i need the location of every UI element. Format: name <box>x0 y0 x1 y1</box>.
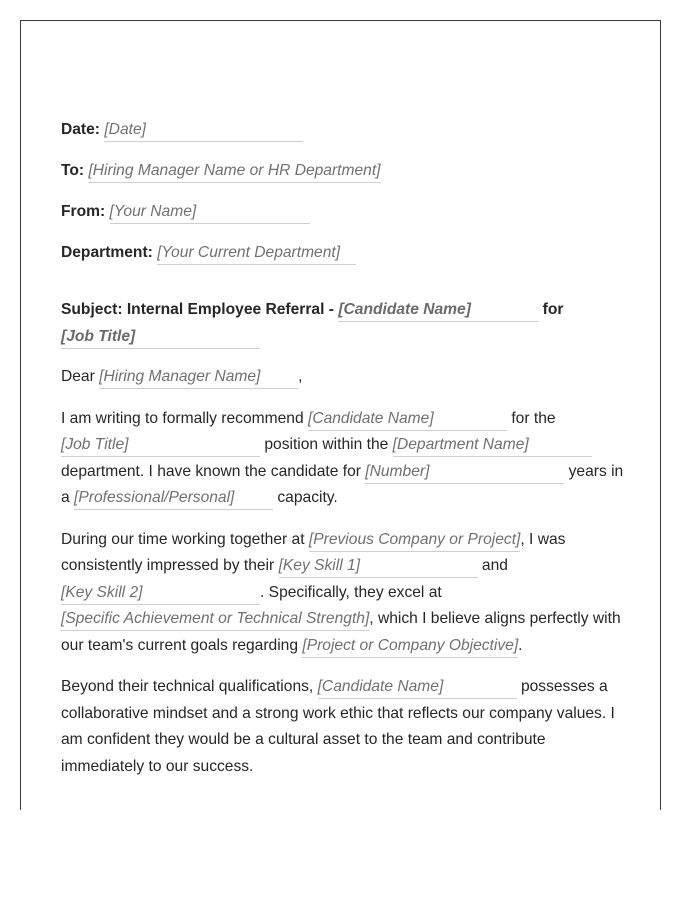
from-label: From: <box>61 203 106 220</box>
paragraph-recommendation <box>61 406 627 512</box>
greeting-comma: , <box>298 368 303 385</box>
subject-for: for <box>542 301 564 318</box>
current-department-field[interactable]: [Your Current Department] <box>157 242 356 265</box>
para2-text-1: During our time working together at <box>61 530 305 548</box>
previous-company-field[interactable]: [Previous Company or Project] <box>309 529 520 552</box>
para1-text-2: for the <box>511 409 556 427</box>
job-title-field[interactable]: [Job Title] <box>61 434 260 457</box>
para3-text-2: possesses a collaborative mindset and a strong work ethic that reflects our company values. I am confident they would be a cultural asset to the team and contribute immediately to our success. <box>61 678 615 775</box>
date-field[interactable]: [Date] <box>104 119 303 142</box>
para1-text-1: I am writing to formally recommend <box>61 409 304 427</box>
years-number-field[interactable]: [Number] <box>365 461 564 484</box>
date-label: Date: <box>61 121 100 138</box>
objective-field[interactable]: [Project or Company Objective] <box>302 635 518 658</box>
department-line <box>61 240 627 266</box>
to-line <box>61 158 627 184</box>
para2-text-4: . Specifically, they excel at <box>260 583 442 601</box>
department-name-field[interactable]: [Department Name] <box>393 434 592 457</box>
key-skill-1-field[interactable]: [Key Skill 1] <box>279 555 478 578</box>
para3-text-1: Beyond their technical qualifications, <box>61 678 314 695</box>
para1-text-5: years in a <box>61 462 624 506</box>
department-label: Department: <box>61 244 153 261</box>
relationship-type-field[interactable]: [Professional/Personal] <box>74 487 273 510</box>
para2-text-6: . <box>518 636 523 654</box>
paragraph-experience <box>61 527 627 660</box>
paragraph-qualities <box>61 674 627 780</box>
para1-text-6: capacity. <box>277 489 338 506</box>
to-label: To: <box>61 162 85 179</box>
candidate-name-field[interactable]: [Candidate Name] <box>308 408 507 431</box>
para2-text-2: , I was consistently impressed by their <box>61 530 566 574</box>
key-skill-2-field[interactable]: [Key Skill 2] <box>61 582 260 605</box>
subject-job-title-field[interactable]: [Job Title] <box>61 326 260 349</box>
hiring-manager-field[interactable]: [Hiring Manager Name] <box>99 366 298 389</box>
para1-text-4: department. I have known the candidate for <box>61 462 361 480</box>
letter-body <box>61 117 627 780</box>
letter-page <box>20 20 661 810</box>
subject-line <box>61 297 627 350</box>
sender-name-field[interactable]: [Your Name] <box>110 201 310 224</box>
para2-text-5: , which I believe aligns perfectly with our team's current goals regarding <box>61 610 621 654</box>
page-cutoff <box>21 793 661 810</box>
candidate-name-field-2[interactable]: [Candidate Name] <box>318 676 517 699</box>
achievement-field[interactable]: [Specific Achievement or Technical Strength] <box>61 608 369 631</box>
subject-candidate-field[interactable]: [Candidate Name] <box>338 299 538 322</box>
greeting <box>61 364 627 391</box>
para1-text-3: position within the <box>264 436 389 453</box>
date-line <box>61 117 627 143</box>
recipient-field[interactable]: [Hiring Manager Name or HR Department] <box>88 160 380 183</box>
from-line <box>61 199 627 225</box>
para2-text-3: and <box>481 557 508 574</box>
greeting-dear: Dear <box>61 368 95 385</box>
subject-prefix: Subject: Internal Employee Referral - <box>61 301 334 318</box>
